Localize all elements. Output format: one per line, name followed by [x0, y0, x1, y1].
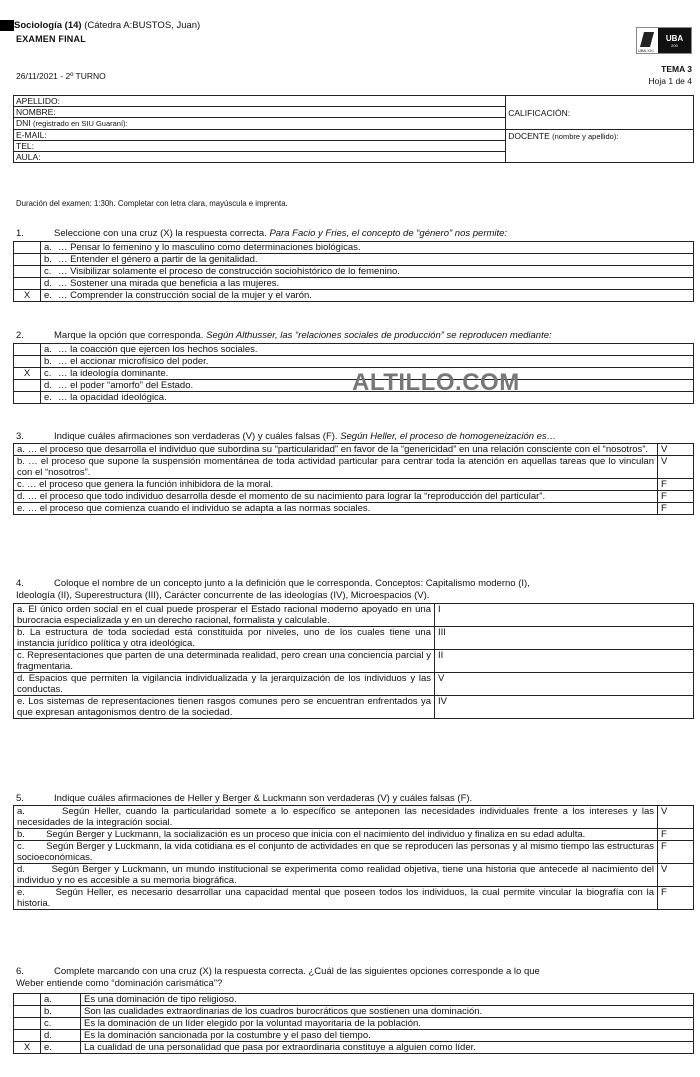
q5-vf-answer[interactable]: F — [658, 829, 694, 841]
q2-option-letter: e. — [41, 392, 55, 404]
q1-option-row — [14, 278, 694, 290]
q3-statement-text — [14, 456, 658, 479]
q3-statement-letter: e. — [17, 503, 25, 514]
q2-option-text: … la coacción que ejercen los hechos sociales. — [55, 344, 694, 356]
q1-option-letter: e. — [41, 290, 55, 302]
q3-statement-text — [14, 491, 658, 503]
q1-answer-checkbox[interactable] — [14, 254, 41, 266]
q4-definition-text: c. Representaciones que parten de una determinada realidad, pero crean una conciencia parcial y fragmentaria. — [14, 650, 435, 673]
q4-concept-answer[interactable]: III — [435, 627, 694, 650]
q3-statement-row — [14, 444, 694, 456]
q1-options-table — [13, 241, 694, 302]
q6-answer-checkbox[interactable]: X — [14, 1042, 41, 1054]
q6-option-letter: b. — [41, 1006, 81, 1018]
q1-answer-checkbox[interactable] — [14, 266, 41, 278]
q5-statement-text — [14, 841, 658, 864]
q6-options-table — [13, 993, 694, 1054]
q4-definition-text: a. El único orden social en el cual puede prosperar el Estado racional moderno apoyado en una burocracia especializada y en un derecho racional, formalista y calculable. — [14, 604, 435, 627]
q6-option-text: Son las cualidades extraordinarias de los cuadros burocráticos que sostienen una dominación. — [81, 1006, 694, 1018]
q1-option-text: … Visibilizar solamente el proceso de construcción sociohistórico de lo femenino. — [55, 266, 694, 278]
q2-option-letter: a. — [41, 344, 55, 356]
q2-option-row — [14, 356, 694, 368]
q5-title: 5. Indique cuáles afirmaciones de Heller y Berger & Luckmann son verdaderas (V) y cuáles falsas (F). — [16, 793, 473, 804]
exam-date: 26/11/2021 - 2º TURNO — [16, 71, 106, 81]
q3-vf-answer[interactable]: V — [658, 456, 694, 479]
q5-statement-row — [14, 864, 694, 887]
q1-option-text: … Sostener una mirada que beneficia a las mujeres. — [55, 278, 694, 290]
duration-note: Duración del examen: 1:30h. Completar con letra clara, mayúscula e imprenta. — [16, 199, 288, 208]
q5-statement-text — [14, 806, 658, 829]
q4-concept-answer[interactable]: V — [435, 673, 694, 696]
aula-field[interactable]: AULA: — [14, 152, 506, 163]
q3-statement-body: … el proceso que supone la suspensión momentánea de toda actividad particular para centrar toda la atención en aquellas tareas que lo vinculan con el “nosotros”. — [17, 456, 654, 478]
q6-option-row — [14, 1006, 694, 1018]
q4-table — [13, 603, 694, 719]
q4-definition-row — [14, 696, 694, 719]
q6-option-text: Es una dominación de tipo religioso. — [81, 994, 694, 1006]
q4-concept-answer[interactable]: IV — [435, 696, 694, 719]
q3-statement-body: … el proceso que todo individuo desarrolla desde el momento de su nacimiento para lograr la “reproducción del particular”. — [27, 491, 546, 502]
q2-answer-checkbox[interactable] — [14, 392, 41, 404]
q3-vf-answer[interactable]: F — [658, 479, 694, 491]
q3-table — [13, 443, 694, 515]
q2-option-text: … el poder “amorfo” del Estado. — [55, 380, 694, 392]
q4-definition-row — [14, 650, 694, 673]
q3-statement-text — [14, 444, 658, 456]
q1-option-text: … Entender el género a partir de la genitalidad. — [55, 254, 694, 266]
q6-option-row — [14, 1042, 694, 1054]
q5-statement-body: Según Berger y Luckmann, la socialización es un proceso que inicia con el nacimiento del individuo y finaliza en su edad adulta. — [46, 829, 586, 840]
q2-option-letter: c. — [41, 368, 55, 380]
q5-statement-body: Según Heller, es necesario desarrollar una capacidad mental que poseen todos los individuos, la cual permite vincular la biografía con la historia. — [17, 887, 654, 909]
q6-title: 6. Complete marcando con una cruz (X) la respuesta correcta. ¿Cuál de las siguientes opciones corresponde a lo que Weber entiende como “dominación carismática”? — [16, 966, 540, 989]
q1-option-row — [14, 290, 694, 302]
q5-statement-letter: c. — [17, 841, 25, 852]
q3-statement-text — [14, 503, 658, 515]
q3-title: 3. Indique cuáles afirmaciones son verdaderas (V) y cuáles falsas (F). Según Heller, el proceso de homogeneización es… — [16, 431, 557, 442]
q3-statement-letter: c. — [17, 479, 25, 490]
q3-statement-row — [14, 491, 694, 503]
q1-option-letter: d. — [41, 278, 55, 290]
q1-title: 1. Seleccione con una cruz (X) la respuesta correcta. Para Facio y Fries, el concepto de “género” nos permite: — [16, 228, 508, 239]
exam-title: EXAMEN FINAL — [16, 34, 86, 44]
q3-vf-answer[interactable]: F — [658, 491, 694, 503]
q5-statement-text — [14, 864, 658, 887]
q1-option-row — [14, 254, 694, 266]
q5-statement-letter: b. — [17, 829, 25, 840]
q3-statement-body: … el proceso que desarrolla el individuo que subordina su “particularidad” en favor de la “genericidad” en una relación consciente con el “nosotros”. — [27, 444, 649, 455]
q1-option-letter: b. — [41, 254, 55, 266]
q6-option-row — [14, 994, 694, 1006]
q3-statement-body: … el proceso que comienza cuando el individuo se adapta a las normas sociales. — [27, 503, 371, 514]
q2-option-letter: b. — [41, 356, 55, 368]
apellido-field[interactable]: APELLIDO: — [14, 96, 506, 107]
q1-answer-checkbox[interactable] — [14, 242, 41, 254]
q1-option-text: … Pensar lo femenino y lo masculino como determinaciones biológicas. — [55, 242, 694, 254]
q2-option-text: … la opacidad ideológica. — [55, 392, 694, 404]
q5-statement-row — [14, 841, 694, 864]
q5-vf-answer[interactable]: V — [658, 864, 694, 887]
q6-option-text: Es la dominación sancionada por la costumbre y el paso del tiempo. — [81, 1030, 694, 1042]
q1-answer-checkbox[interactable]: X — [14, 290, 41, 302]
q6-option-letter: c. — [41, 1018, 81, 1030]
calificacion-field[interactable]: CALIFICACIÓN: — [506, 96, 694, 130]
q6-answer-checkbox[interactable] — [14, 1006, 41, 1018]
q2-option-letter: d. — [41, 380, 55, 392]
q4-definition-row — [14, 627, 694, 650]
q5-vf-answer[interactable]: F — [658, 887, 694, 910]
q4-concept-answer[interactable]: I — [435, 604, 694, 627]
docente-field[interactable]: DOCENTE (nombre y apellido): — [506, 130, 694, 163]
q5-statement-letter: a. — [17, 806, 25, 817]
q5-statement-body: Según Berger y Luckmann, un mundo institucional se experimenta como realidad objetiva, tiene una historia que antecede al nacimiento del individuo y no es accesible a su memoria biográfica. — [17, 864, 654, 886]
q3-statement-row — [14, 479, 694, 491]
q1-option-letter: c. — [41, 266, 55, 278]
q2-answer-checkbox[interactable] — [14, 344, 41, 356]
student-info-table — [13, 95, 694, 163]
q5-statement-text — [14, 829, 658, 841]
q1-option-text: … Comprender la construcción social de la mujer y el varón. — [55, 290, 694, 302]
q4-definition-text: d. Espacios que permiten la vigilancia individualizada y la jerarquización de los individuos y las conductas. — [14, 673, 435, 696]
q6-option-text: La cualidad de una personalidad que pasa por extraordinaria constituye a alguien como líder. — [81, 1042, 694, 1054]
q3-statement-letter: d. — [17, 491, 25, 502]
q2-answer-checkbox[interactable] — [14, 380, 41, 392]
uba-logo: UBA XXI UBA 200 — [636, 27, 692, 54]
q4-definition-text: b. La estructura de toda sociedad está constituida por niveles, uno de los cuales tiene una instancia jurídico política y otra ideológica. — [14, 627, 435, 650]
q2-option-row — [14, 344, 694, 356]
q2-answer-checkbox[interactable] — [14, 356, 41, 368]
tel-field[interactable]: TEL: — [14, 141, 506, 152]
q2-option-text: … el accionar microfísico del poder. — [55, 356, 694, 368]
altillo-watermark: ALTILLO.COM — [352, 369, 520, 396]
q3-vf-answer[interactable]: V — [658, 444, 694, 456]
q6-option-text: Es la dominación de un líder elegido por la voluntad mayoritaria de la población. — [81, 1018, 694, 1030]
q6-option-row — [14, 1030, 694, 1042]
q4-concept-answer[interactable]: II — [435, 650, 694, 673]
q6-option-letter: e. — [41, 1042, 81, 1054]
q2-option-text: … la ideología dominante. — [55, 368, 694, 380]
tema-label: TEMA 3 — [661, 64, 692, 74]
q5-statement-body: Según Heller, cuando la particularidad somete a lo específico se anteponen las necesidades individuales frente a los intereses y las necesidades de la integración social. — [17, 806, 654, 828]
q6-option-letter: a. — [41, 994, 81, 1006]
q5-vf-answer[interactable]: F — [658, 841, 694, 864]
email-field[interactable]: E-MAIL: — [14, 130, 506, 141]
q5-statement-letter: d. — [17, 864, 25, 875]
q3-statement-row — [14, 456, 694, 479]
q5-statement-letter: e. — [17, 887, 25, 898]
q2-answer-checkbox[interactable]: X — [14, 368, 41, 380]
q5-statement-body: Según Berger y Luckmann, la vida cotidiana es el conjunto de actividades en que se reproducen las personas y al mismo tiempo las estructuras socioeconómicas. — [17, 841, 654, 863]
uba-logo-emblem-icon: UBA XXI — [637, 28, 658, 53]
header-bar — [0, 20, 14, 31]
q5-statement-row — [14, 806, 694, 829]
nombre-field[interactable]: NOMBRE: — [14, 107, 506, 118]
page-count: Hoja 1 de 4 — [648, 76, 692, 86]
q1-option-row — [14, 242, 694, 254]
q4-definition-row — [14, 673, 694, 696]
q5-statement-text — [14, 887, 658, 910]
q4-definition-text: e. Los sistemas de representaciones tienen rasgos comunes pero se encuentran enfrentados ya que expresan antagonismos dentro de la sociedad. — [14, 696, 435, 719]
q3-statement-text — [14, 479, 658, 491]
q5-vf-answer[interactable]: V — [658, 806, 694, 829]
q3-statement-letter: a. — [17, 444, 25, 455]
q4-definition-row — [14, 604, 694, 627]
q2-title: 2. Marque la opción que corresponda. Según Althusser, las “relaciones sociales de producción” se reproducen mediante: — [16, 330, 552, 341]
q6-option-letter: d. — [41, 1030, 81, 1042]
q5-statement-row — [14, 887, 694, 910]
q6-answer-checkbox[interactable] — [14, 1030, 41, 1042]
q5-statement-row — [14, 829, 694, 841]
q5-table — [13, 805, 694, 910]
q6-answer-checkbox[interactable] — [14, 994, 41, 1006]
q3-vf-answer[interactable]: F — [658, 503, 694, 515]
q3-statement-letter: b. — [17, 456, 25, 467]
q6-option-row — [14, 1018, 694, 1030]
dni-field[interactable]: DNI (registrado en SIU Guaraní): — [14, 118, 506, 130]
q1-option-row — [14, 266, 694, 278]
q3-statement-body: … el proceso que genera la función inhibidora de la moral. — [27, 479, 274, 490]
q3-statement-row — [14, 503, 694, 515]
q4-title: 4. Coloque el nombre de un concepto junto a la definición que le corresponda. Conceptos: Capitalismo moderno (I), Ideología (II), Superestructura (III), Carácter concurrente de las ideologías (IV), Microespacios (V). — [16, 578, 530, 601]
q6-answer-checkbox[interactable] — [14, 1018, 41, 1030]
course-title: Sociología (14) (Cátedra A:BUSTOS, Juan) — [14, 20, 201, 31]
q1-answer-checkbox[interactable] — [14, 278, 41, 290]
q1-option-letter: a. — [41, 242, 55, 254]
